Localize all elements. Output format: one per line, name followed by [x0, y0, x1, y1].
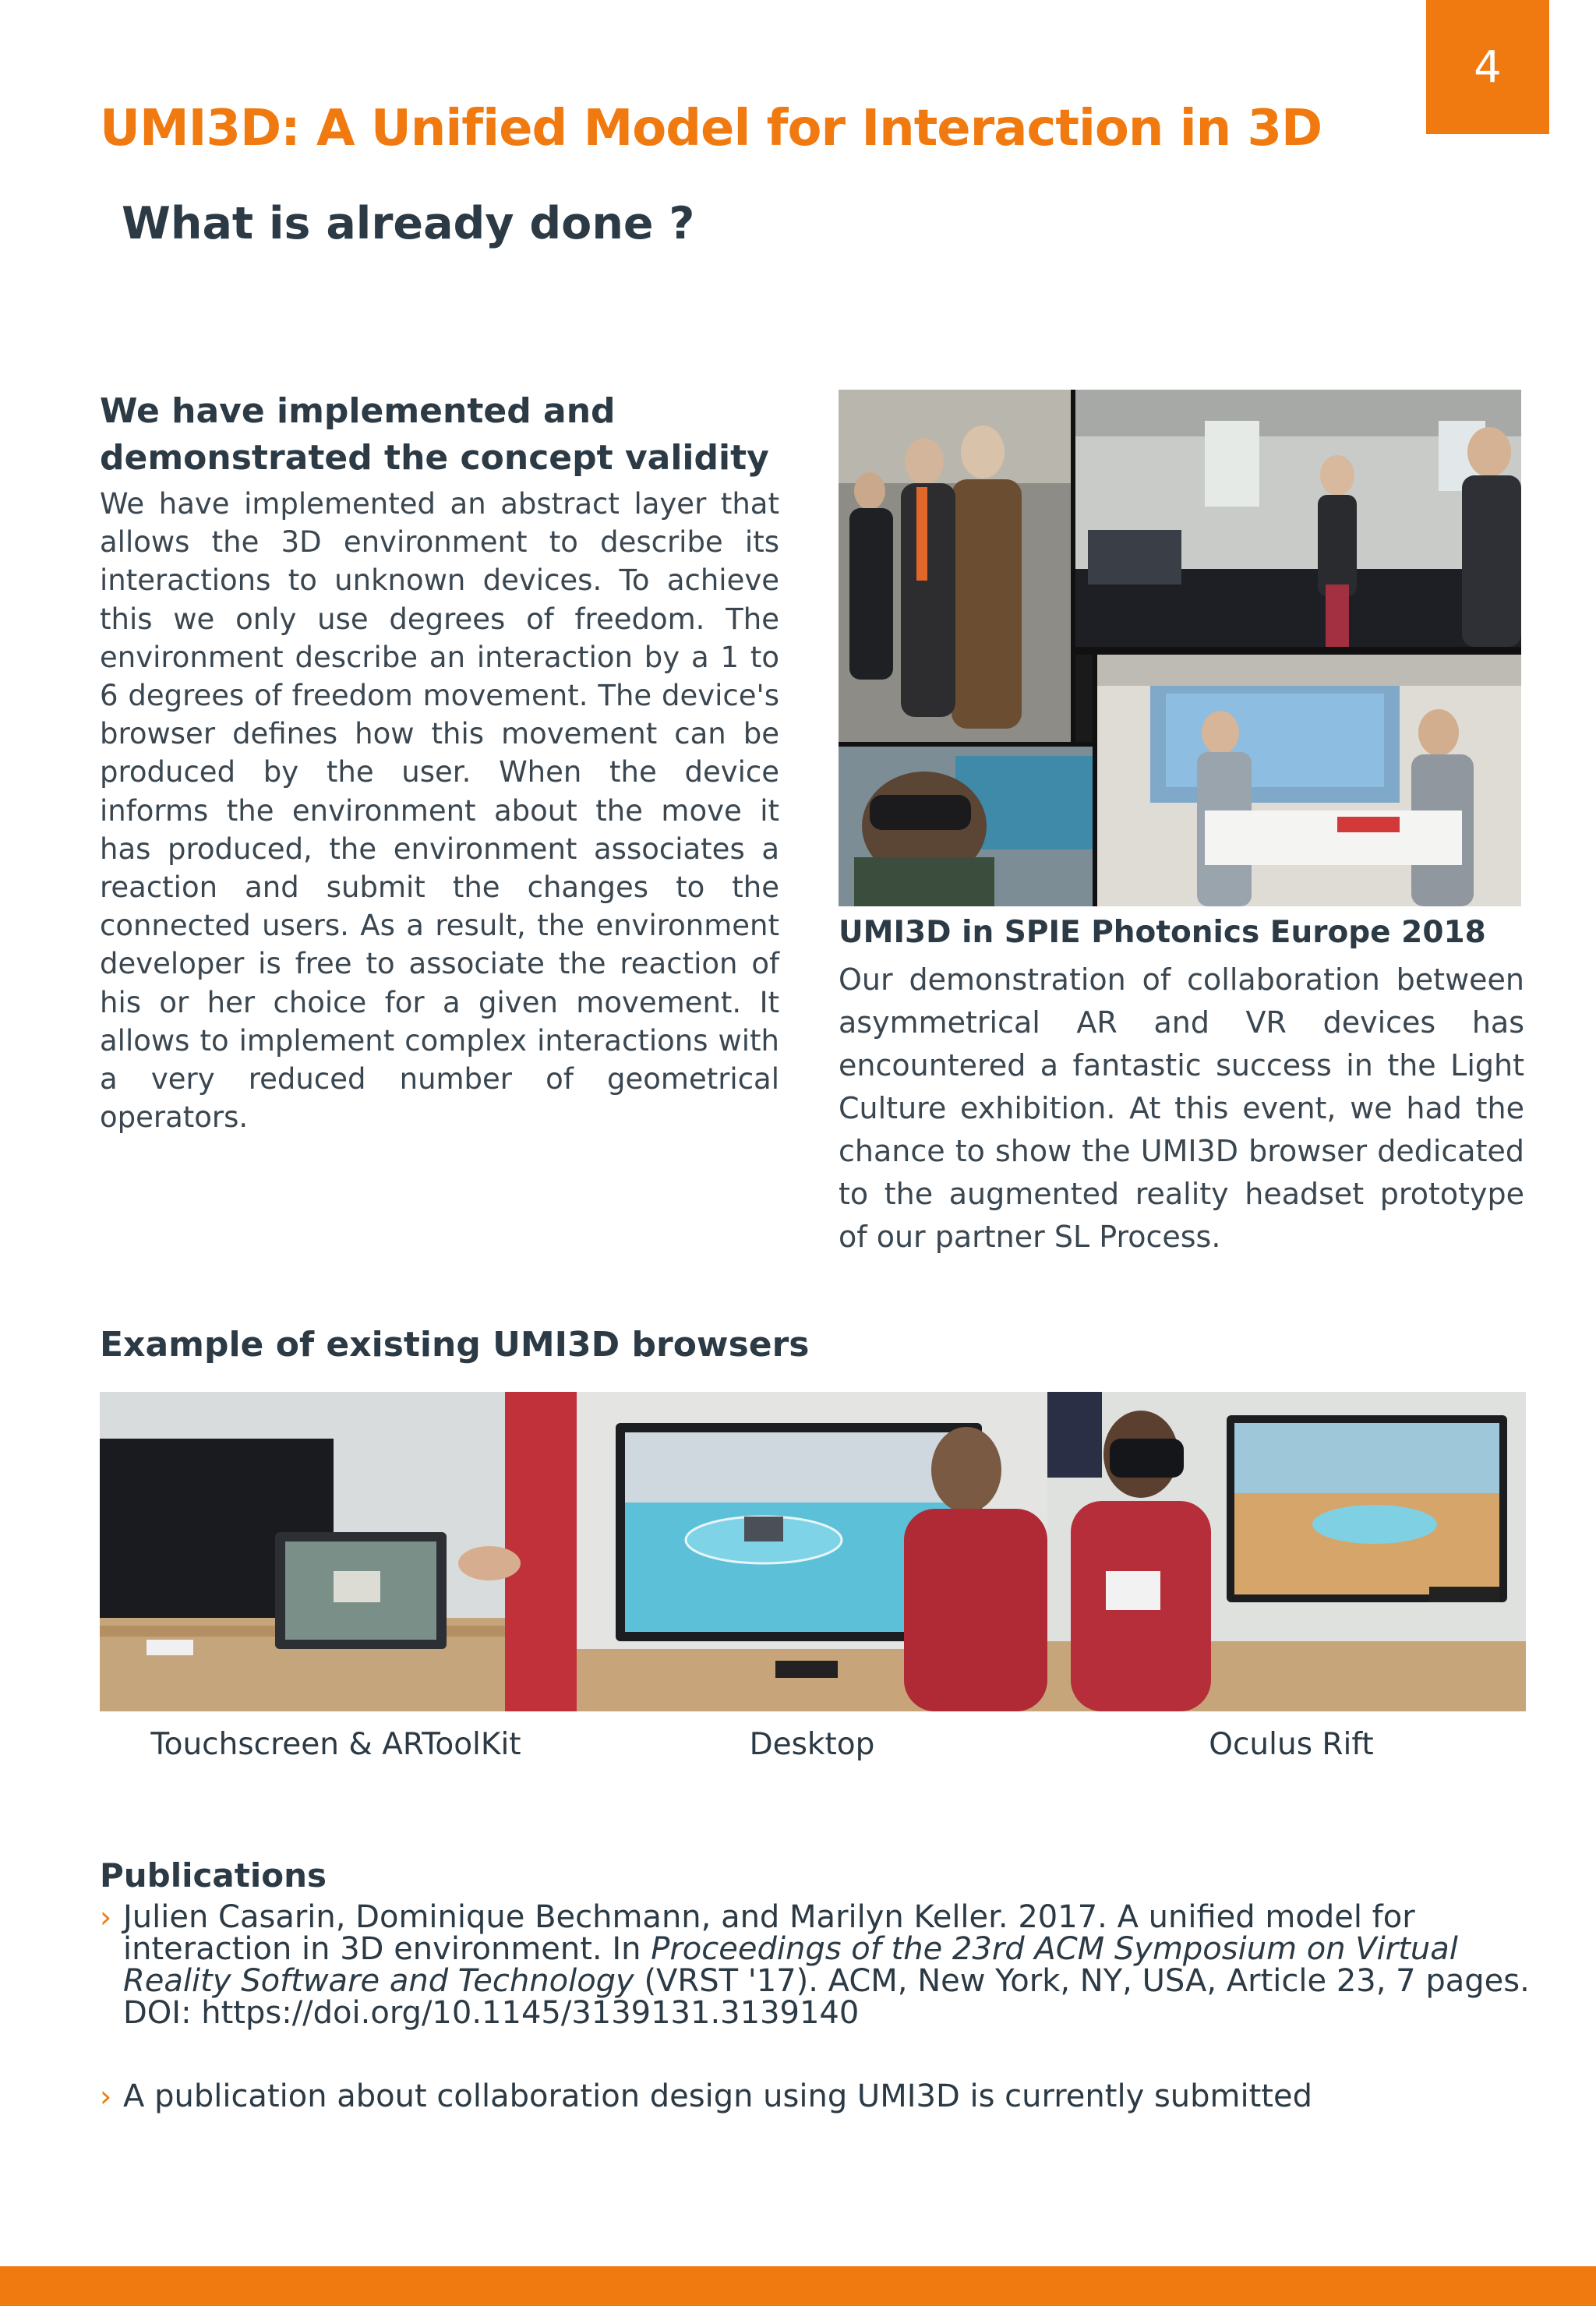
publication-text: Julien Casarin, Dominique Bechmann, and Marilyn Keller. 2017. A unified model for interaction in 3D environment. In Proceedings of the 23rd ACM Symposium on Virtual Reality Software and Technology (VRST '17). ACM, New York, NY, USA, Article 23, 7 pages. DOI: https://doi.org/10.1145/3139131.3139140: [123, 1899, 1530, 2031]
publication-item: [100, 2078, 1534, 2114]
browser-photo-strip: [100, 1392, 1526, 1711]
browsers-heading: Example of existing UMI3D browsers: [100, 1325, 810, 1365]
oculus-rift-photo: [1047, 1392, 1526, 1711]
implementation-heading: We have implemented and demonstrated the concept validity: [100, 391, 769, 478]
publication-item: [100, 1899, 1534, 2031]
desktop-photo: [577, 1392, 1047, 1711]
footer-bar: [0, 2266, 1596, 2306]
spie-caption-body: Our demonstration of collaboration between asymmetrical AR and VR devices has encountered a fantastic success in the Light Culture exhibition. At this event, we had the chance to show the UMI3D browser dedicated to the augmented reality headset prototype of our partner SL Process.: [839, 962, 1524, 1254]
page-number: 4: [1426, 0, 1549, 134]
spie-event-photo-collage: [839, 390, 1521, 906]
touchscreen-photo: [100, 1392, 577, 1711]
collage-illustration: [839, 390, 1521, 906]
implementation-body: We have implemented an abstract layer that allows the 3D environment to describe its interactions to unknown devices. To achieve this we only use degrees of freedom. The environment describe an interaction by a 1 to 6 degrees of freedom movement. The device's browser defines how this movement can be produced by the user. When the device informs the environment about the move it has produced, the environment associates a reaction and submit the changes to the connected users. As a result, the environment developer is free to associate the reaction of his or her choice for a given movement. It allows to implement complex interactions with a very reduced number of geometrical operators.: [100, 487, 779, 1135]
browser-label-oculus: Oculus Rift: [1209, 1727, 1374, 1762]
browser-label-touchscreen: Touchscreen & ARToolKit: [150, 1727, 521, 1762]
publications-heading: Publications: [100, 1856, 327, 1895]
spie-caption-title: UMI3D in SPIE Photonics Europe 2018: [839, 915, 1486, 950]
page-subtitle: What is already done ?: [122, 198, 695, 249]
browser-label-desktop: Desktop: [749, 1727, 875, 1762]
page-title: UMI3D: A Unified Model for Interaction in 3D: [100, 100, 1322, 157]
bullet-chevron-icon: ›: [100, 1900, 112, 1934]
bullet-chevron-icon: ›: [100, 2079, 112, 2114]
publication-text: A publication about collaboration design using UMI3D is currently submitted: [123, 2078, 1312, 2114]
